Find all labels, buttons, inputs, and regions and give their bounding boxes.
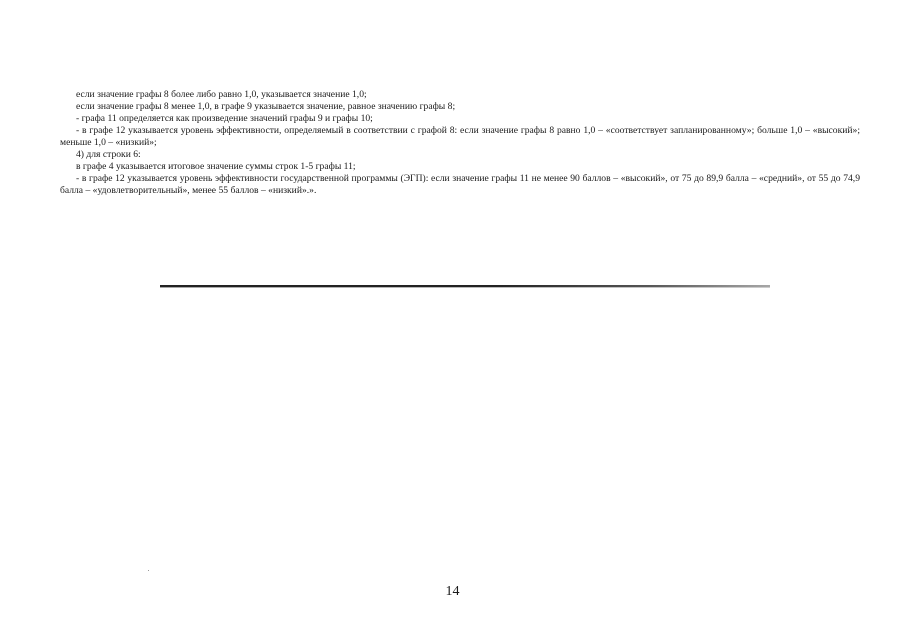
paragraph-graph12-efficiency: - в графе 12 указывается уровень эффективности, определяемый в соответствии с графой 8: если значение графы 8 равно 1,0 – «соответствует запланированному»; больше 1,0 – «высокий»; меньше 1,0 – «низкий»; [60,125,860,148]
horizontal-rule-shadow [160,287,770,288]
paragraph-graph12-egp: - в графе 12 указывается уровень эффективности государственной программы (ЭГП): если значение графы 11 не менее 90 баллов – «высокий», от 75 до 89,9 балла – «средний», от 55 до 74,9 балла – «удовлетворительный», менее 55 баллов – «низкий».». [60,173,860,196]
paragraph-graph4-total: в графе 4 указывается итоговое значение суммы строк 1-5 графы 11; [76,161,356,172]
paragraph-graph11: - графа 11 определяется как произведение значений графы 9 и графы 10; [76,113,373,124]
scan-speck [148,570,149,571]
paragraph-graph8-lt1: если значение графы 8 менее 1,0, в графе 9 указывается значение, равное значению графы 8; [76,101,456,112]
paragraph-row6-heading: 4) для строки 6: [76,149,141,160]
paragraph-graph8-ge1: если значение графы 8 более либо равно 1,0, указывается значение 1,0; [76,89,367,100]
body-text [60,89,860,197]
page-number: 14 [445,584,460,599]
